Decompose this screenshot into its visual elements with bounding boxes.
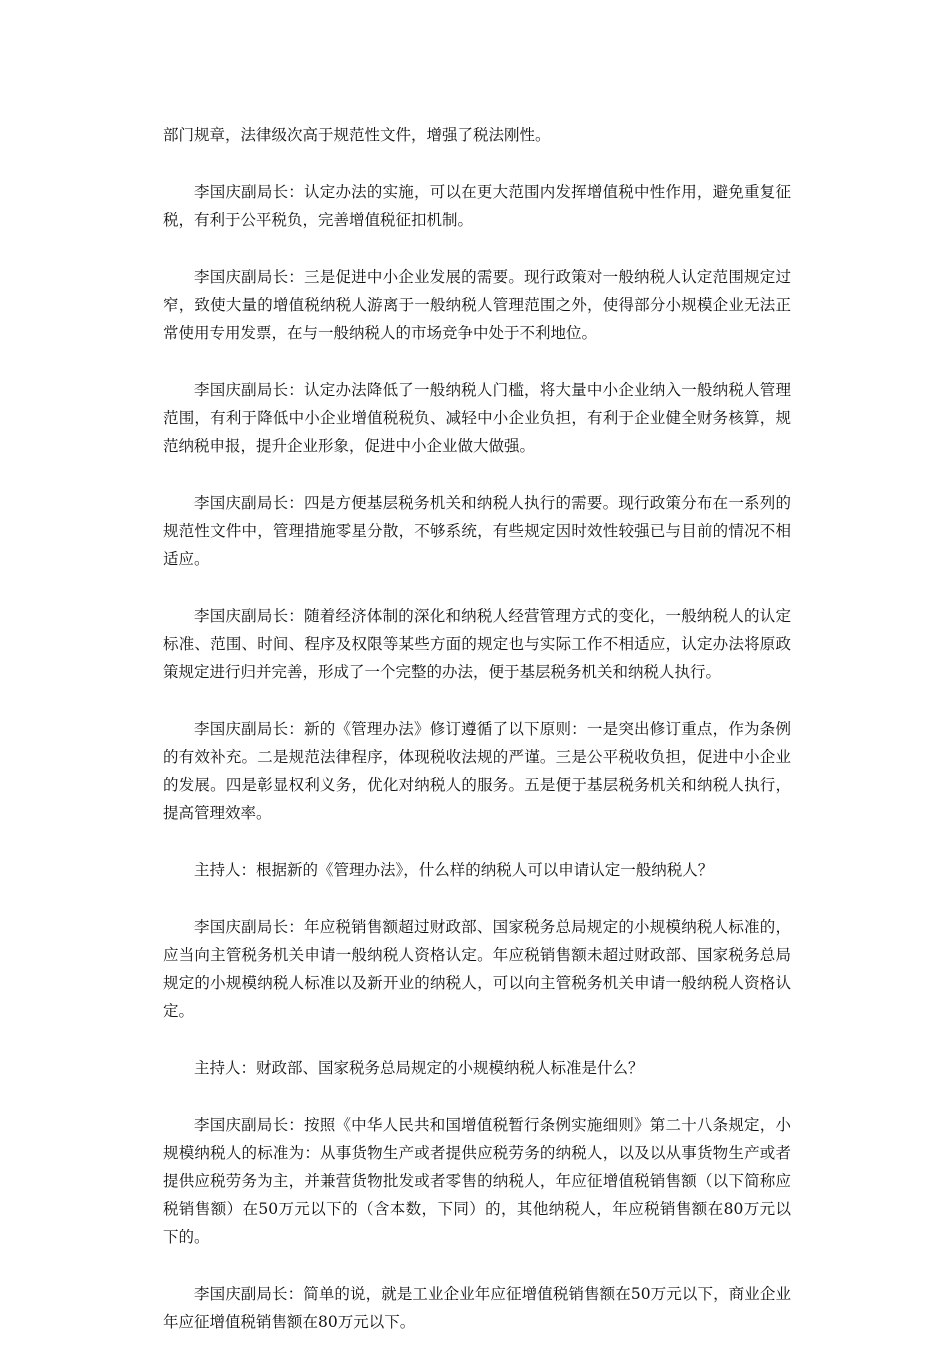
paragraph: 部门规章，法律级次高于规范性文件，增强了税法刚性。: [163, 126, 551, 144]
document-body: [163, 121, 791, 1365]
paragraph: 李国庆副局长：随着经济体制的深化和纳税人经营管理方式的变化，一般纳税人的认定标准、范围、时间、程序及权限等某些方面的规定也与实际工作不相适应，认定办法将原政策规定进行归并完善，形成了一个完整的办法，便于基层税务机关和纳税人执行。: [163, 607, 791, 681]
paragraph: 主持人：根据新的《管理办法》，什么样的纳税人可以申请认定一般纳税人？: [194, 861, 714, 879]
paragraph: 李国庆副局长：按照《中华人民共和国增值税暂行条例实施细则》第二十八条规定，小规模纳税人的标准为：从事货物生产或者提供应税劳务的纳税人，以及以从事货物生产或者提供应税劳务为主，并兼营货物批发或者零售的纳税人，年应征增值税销售额（以下简称应税销售额）在50万元以下的（含本数，下同）的，其他纳税人，年应税销售额在80万元以下的。: [163, 1116, 791, 1246]
paragraph: 李国庆副局长：认定办法的实施，可以在更大范围内发挥增值税中性作用，避免重复征税，有利于公平税负，完善增值税征扣机制。: [163, 183, 791, 229]
paragraph: 李国庆副局长：年应税销售额超过财政部、国家税务总局规定的小规模纳税人标准的，应当向主管税务机关申请一般纳税人资格认定。年应税销售额未超过财政部、国家税务总局规定的小规模纳税人标准以及新开业的纳税人，可以向主管税务机关申请一般纳税人资格认定。: [163, 918, 791, 1020]
paragraph: 李国庆副局长：三是促进中小企业发展的需要。现行政策对一般纳税人认定范围规定过窄，致使大量的增值税纳税人游离于一般纳税人管理范围之外，使得部分小规模企业无法正常使用专用发票，在与一般纳税人的市场竞争中处于不利地位。: [163, 268, 791, 342]
paragraph: 李国庆副局长：新的《管理办法》修订遵循了以下原则：一是突出修订重点，作为条例的有效补充。二是规范法律程序，体现税收法规的严谨。三是公平税收负担，促进中小企业的发展。四是彰显权利义务，优化对纳税人的服务。五是便于基层税务机关和纳税人执行，提高管理效率。: [163, 720, 791, 822]
paragraph: 李国庆副局长：四是方便基层税务机关和纳税人执行的需要。现行政策分布在一系列的规范性文件中，管理措施零星分散，不够系统，有些规定因时效性较强已与目前的情况不相适应。: [163, 494, 791, 568]
paragraph: 李国庆副局长：简单的说，就是工业企业年应征增值税销售额在50万元以下，商业企业年应征增值税销售额在80万元以下。: [163, 1285, 791, 1331]
paragraph: 李国庆副局长：认定办法降低了一般纳税人门槛，将大量中小企业纳入一般纳税人管理范围，有利于降低中小企业增值税税负、减轻中小企业负担，有利于企业健全财务核算，规范纳税申报，提升企业形象，促进中小企业做大做强。: [163, 381, 791, 455]
paragraph: 主持人：财政部、国家税务总局规定的小规模纳税人标准是什么？: [194, 1059, 644, 1077]
